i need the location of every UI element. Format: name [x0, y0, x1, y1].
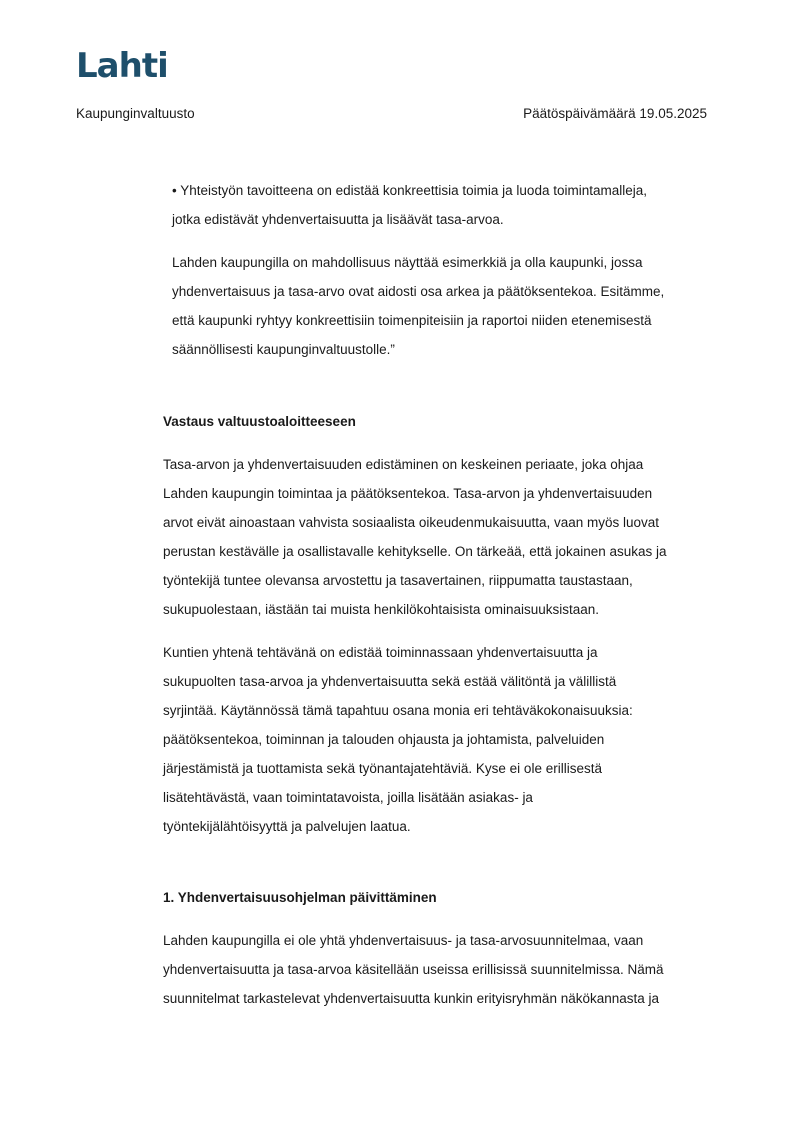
- text-line: lisätehtävästä, vaan toimintatavoista, joilla lisätään asiakas- ja: [163, 790, 533, 805]
- text-line: jotka edistävät yhdenvertaisuutta ja lisäävät tasa-arvoa.: [172, 212, 504, 227]
- text-line: Lahden kaupungilla on mahdollisuus näyttää esimerkkiä ja olla kaupunki, jossa: [172, 255, 643, 270]
- document-organ: Kaupunginvaltuusto: [76, 106, 195, 121]
- text-line: sukupuolten tasa-arvoa ja yhdenvertaisuutta sekä estää välitöntä ja välillistä: [163, 674, 617, 689]
- text-line: työntekijä tuntee olevansa arvostettu ja tasavertainen, riippumatta taustastaan,: [163, 573, 633, 588]
- quote-paragraph: [172, 248, 732, 364]
- text-line: järjestämistä ja tuottamista sekä työnantajatehtäviä. Kyse ei ole erillisestä: [163, 761, 602, 776]
- lahti-logo: [76, 44, 168, 84]
- text-line: työntekijälähtöisyyttä ja palvelujen laatua.: [163, 819, 411, 834]
- response-paragraph-2: [163, 638, 733, 841]
- section-1-heading: 1. Yhdenvertaisuusohjelman päivittäminen: [163, 890, 437, 905]
- text-line: • Yhteistyön tavoitteena on edistää konkreettisia toimia ja luoda toimintamalleja,: [172, 183, 647, 198]
- lahti-logo-mark: [76, 44, 168, 84]
- text-line: sukupuolestaan, iästään tai muista henkilökohtaisista ominaisuuksistaan.: [163, 602, 600, 617]
- text-line: yhdenvertaisuus ja tasa-arvo ovat aidosti osa arkea ja päätöksentekoa. Esitämme,: [172, 284, 665, 299]
- response-paragraph-1: [163, 450, 733, 624]
- text-line: säännöllisesti kaupunginvaltuustolle.”: [172, 342, 395, 357]
- text-line: perustan kestävälle ja osallistavalle kehitykselle. On tärkeää, että jokainen asukas ja: [163, 544, 667, 559]
- text-line: yhdenvertaisuutta ja tasa-arvoa käsitellään useissa erillisissä suunnitelmissa. Nämä: [163, 962, 664, 977]
- bullet-paragraph: [172, 176, 732, 234]
- text-line: Tasa-arvon ja yhdenvertaisuuden edistäminen on keskeinen periaate, joka ohjaa: [163, 457, 644, 472]
- text-line: päätöksentekoa, toiminnan ja talouden ohjausta ja johtamista, palveluiden: [163, 732, 605, 747]
- text-line: arvot eivät ainoastaan vahvista sosiaalista oikeudenmukaisuutta, vaan myös luovat: [163, 515, 660, 530]
- citation-block: [172, 176, 732, 378]
- main-content: [163, 407, 733, 1027]
- text-line: Lahden kaupungilla ei ole yhtä yhdenvertaisuus- ja tasa-arvosuunnitelmaa, vaan: [163, 933, 644, 948]
- decision-date: Päätöspäivämäärä 19.05.2025: [523, 106, 707, 121]
- lahti-logo-text: Lahti: [76, 46, 168, 84]
- text-line: syrjintää. Käytännössä tämä tapahtuu osana monia eri tehtäväkokonaisuuksia:: [163, 703, 633, 718]
- text-line: suunnitelmat tarkastelevat yhdenvertaisuutta kunkin erityisryhmän näkökannasta ja: [163, 991, 660, 1006]
- text-line: Lahden kaupungin toimintaa ja päätöksentekoa. Tasa-arvon ja yhdenvertaisuuden: [163, 486, 653, 501]
- response-heading: Vastaus valtuustoaloitteeseen: [163, 414, 356, 429]
- text-line: että kaupunki ryhtyy konkreettisiin toimenpiteisiin ja raportoi niiden etenemisestä: [172, 313, 652, 328]
- section-1-paragraph: [163, 926, 733, 1013]
- text-line: Kuntien yhtenä tehtävänä on edistää toiminnassaan yhdenvertaisuutta ja: [163, 645, 598, 660]
